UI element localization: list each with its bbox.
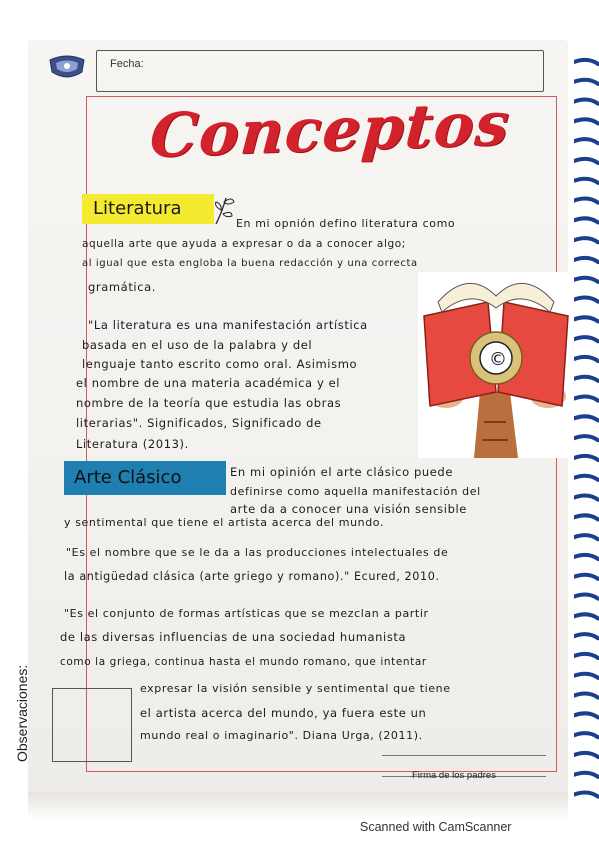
spiral-coil <box>574 575 598 579</box>
literatura-line: nombre de la teoría que estudia las obras <box>76 396 342 410</box>
spiral-coil <box>574 535 598 539</box>
spiral-coil <box>574 179 598 183</box>
svg-text:©: © <box>489 349 507 370</box>
date-field <box>96 50 544 92</box>
spiral-coil <box>574 317 598 321</box>
spiral-coil <box>574 555 598 559</box>
spiral-coil <box>574 416 598 420</box>
school-logo <box>48 54 86 80</box>
spiral-coil <box>574 436 598 440</box>
literatura-line: En mi opnión defino literatura como <box>236 217 456 230</box>
camscanner-watermark: Scanned with CamScanner <box>360 820 512 834</box>
arte-line: expresar la visión sensible y sentimental que tiene <box>140 682 451 695</box>
arte-line: "Es el nombre que se le da a las producciones intelectuales de <box>66 546 449 559</box>
arte-line: el artista acerca del mundo, ya fuera este un <box>140 706 427 720</box>
firma-label: Firma de los padres <box>412 770 496 781</box>
arte-line: de las diversas influencias de una sociedad humanista <box>60 630 407 644</box>
date-label: Fecha: <box>110 58 144 70</box>
arte-heading: Arte Clásico <box>74 467 182 488</box>
spiral-coil <box>574 218 598 222</box>
literatura-heading: Literatura <box>93 198 182 219</box>
spiral-binding <box>574 56 599 816</box>
spiral-coil <box>574 298 598 302</box>
literatura-line: gramática. <box>88 280 157 294</box>
arte-line: mundo real o imaginario". Diana Urga, (2011). <box>140 729 423 742</box>
spiral-coil <box>574 674 598 678</box>
literatura-line: "La literatura es una manifestación artística <box>88 318 368 332</box>
spiral-coil <box>574 139 598 143</box>
spiral-coil <box>574 60 598 64</box>
arte-line: la antigüedad clásica (arte griego y romano)." Ecured, 2010. <box>64 570 440 583</box>
observaciones-box <box>52 688 132 762</box>
literatura-line: Literatura (2013). <box>76 437 189 451</box>
spiral-coil <box>574 199 598 203</box>
spiral-coil <box>574 595 598 599</box>
literatura-line: basada en el uso de la palabra y del <box>82 338 313 352</box>
arte-line: y sentimental que tiene el artista acerca del mundo. <box>64 516 385 529</box>
spiral-coil <box>574 496 598 500</box>
page-shadow <box>28 792 568 820</box>
literatura-line: al igual que esta engloba la buena redacción y una correcta <box>82 258 418 269</box>
arte-line: como la griega, continua hasta el mundo romano, que intentar <box>60 656 427 668</box>
arte-line: arte da a conocer una visión sensible <box>230 502 467 516</box>
leaf-icon <box>212 192 238 226</box>
spiral-coil <box>574 397 598 401</box>
reading-illustration <box>418 272 574 458</box>
spiral-coil <box>574 357 598 361</box>
page-title: Conceptos <box>147 89 513 172</box>
arte-line: "Es el conjunto de formas artísticas que se mezclan a partir <box>64 607 429 620</box>
spiral-coil <box>574 614 598 618</box>
observaciones-label: Observaciones: <box>14 664 30 762</box>
spiral-coil <box>574 634 598 638</box>
spiral-coil <box>574 753 598 757</box>
arte-line: definirse como aquella manifestación del <box>230 485 481 498</box>
spiral-coil <box>574 278 598 282</box>
spiral-coil <box>574 515 598 519</box>
spiral-coil <box>574 713 598 717</box>
spiral-coil <box>574 694 598 698</box>
spiral-coil <box>574 793 598 797</box>
literatura-line: aquella arte que ayuda a expresar o da a conocer algo; <box>82 238 406 250</box>
spiral-coil <box>574 377 598 381</box>
spiral-coil <box>574 456 598 460</box>
spiral-coil <box>574 337 598 341</box>
literatura-line: literarias". Significados, Significado de <box>76 416 322 430</box>
spiral-coil <box>574 119 598 123</box>
spiral-coil <box>574 100 598 104</box>
spiral-coil <box>574 159 598 163</box>
spiral-coil <box>574 654 598 658</box>
arte-line: En mi opinión el arte clásico puede <box>230 465 454 479</box>
spiral-coil <box>574 258 598 262</box>
literatura-line: el nombre de una materia académica y el <box>76 376 341 390</box>
spiral-coil <box>574 238 598 242</box>
spiral-coil <box>574 80 598 84</box>
spiral-coil <box>574 733 598 737</box>
spiral-coil <box>574 476 598 480</box>
spiral-coil <box>574 773 598 777</box>
literatura-line: lenguaje tanto escrito como oral. Asimismo <box>82 357 358 371</box>
